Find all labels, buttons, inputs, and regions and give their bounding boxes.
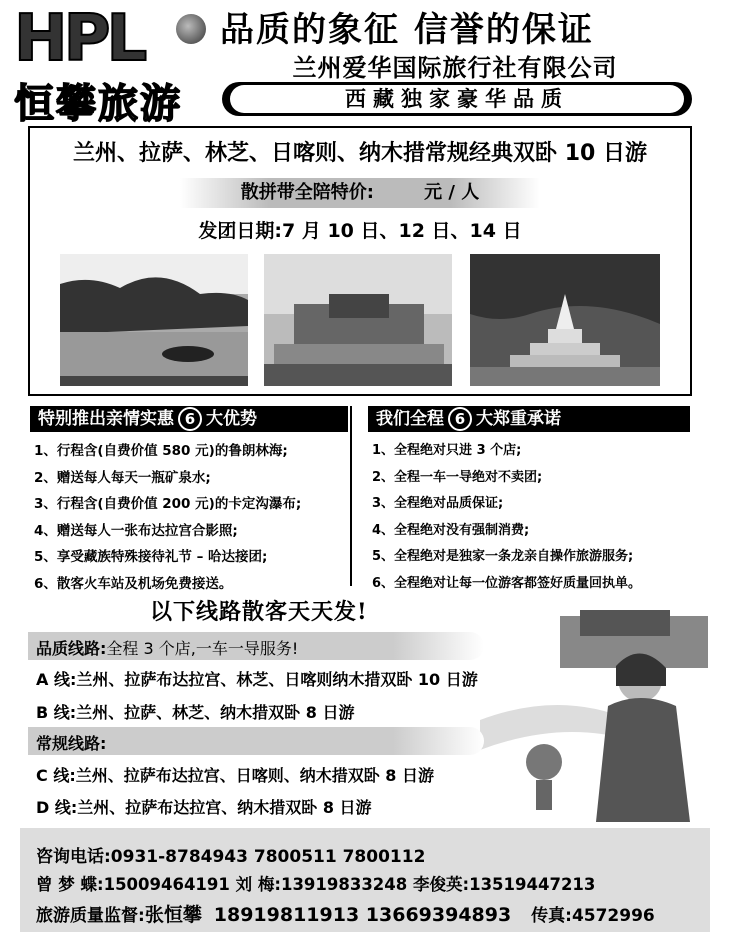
promises-list — [372, 438, 722, 597]
advantages-title-suffix: 大优势 — [206, 409, 257, 429]
tour-box — [28, 126, 692, 396]
logo-chinese-name: 恒攀旅游 — [14, 81, 182, 127]
promises-header — [368, 406, 690, 432]
price-bar: 散拼带全陪特价: 元 / 人 — [180, 178, 540, 208]
supervisor-name: 张恒攀 — [144, 904, 202, 926]
tibetan-woman-photo — [480, 610, 708, 822]
company-name: 兰州爱华国际旅行社有限公司 — [292, 54, 618, 82]
tagline: 西藏独家豪华品质 — [230, 85, 684, 113]
list-item: 4、赠送每人一张布达拉宫合影照; — [34, 522, 238, 539]
route-line-b: B 线:兰州、拉萨、林芝、纳木措双卧 8 日游 — [36, 703, 355, 722]
promises-title: 我们全程 — [376, 409, 444, 429]
advantages-header — [30, 406, 348, 432]
regular-route-label: 常规线路: — [36, 734, 107, 753]
list-item: 6、散客火车站及机场免费接送。 — [34, 575, 233, 592]
quality-supervision — [36, 900, 655, 927]
quality-route-heading — [36, 636, 298, 659]
list-item: 5、全程绝对是独家一条龙亲自操作旅游服务; — [372, 549, 634, 564]
logo-text: HPL — [14, 2, 144, 76]
logo-circle-icon — [176, 14, 206, 44]
list-item: 3、行程含(自费价值 200 元)的卡定沟瀑布; — [34, 496, 302, 512]
route-line-a: A 线:兰州、拉萨布达拉宫、林芝、日喀则纳木措双卧 10 日游 — [36, 670, 478, 689]
divider — [350, 406, 352, 586]
potala-palace-photo — [264, 254, 452, 386]
promises-title-suffix: 大郑重承诺 — [476, 409, 561, 429]
quality-route-label: 品质线路: — [36, 639, 107, 658]
advantages-number: 6 — [178, 407, 202, 431]
company-logo — [8, 2, 208, 127]
promises-number: 6 — [448, 407, 472, 431]
list-item: 2、全程一车一导绝对不卖团; — [372, 469, 543, 485]
list-item: 4、全程绝对没有强制消费; — [372, 522, 530, 538]
supervisor-phones: 18919811913 13669394893 — [213, 904, 512, 926]
tour-title: 兰州、拉萨、林芝、日喀则、纳木措常规经典双卧 10 日游 — [73, 141, 647, 166]
list-item: 1、全程绝对只进 3 个店; — [372, 443, 522, 458]
list-item: 1、行程含(自费价值 580 元)的鲁朗林海; — [34, 443, 288, 459]
fax-number: 传真:4572996 — [531, 906, 655, 926]
departure-dates: 发团日期:7 月 10 日、12 日、14 日 — [198, 220, 522, 242]
advantages-title: 特别推出亲情实惠 — [38, 409, 174, 429]
list-item: 5、享受藏族特殊接待礼节 – 哈达接团; — [34, 549, 268, 565]
list-item: 2、赠送每人每天一瓶矿泉水; — [34, 469, 211, 486]
stupa-photo — [470, 254, 660, 386]
route-line-d: D 线:兰州、拉萨布达拉宫、纳木措双卧 8 日游 — [36, 798, 372, 817]
list-item: 3、全程绝对品质保证; — [372, 496, 504, 511]
advantages-list — [34, 438, 348, 597]
slogan: 品质的象征 信誉的保证 — [220, 10, 594, 50]
supervisor-label: 旅游质量监督: — [36, 906, 145, 926]
daily-departure-headline: 以下线路散客天天发! — [150, 599, 368, 625]
staff-phones: 曾 梦 蝶:15009464191 刘 梅:13919833248 李俊英:13519447213 — [36, 875, 596, 894]
route-line-c: C 线:兰州、拉萨布达拉宫、日喀则、纳木措双卧 8 日游 — [36, 766, 434, 785]
consult-phones: 咨询电话:0931-8784943 7800511 7800112 — [36, 847, 426, 867]
tagline-bar — [222, 82, 692, 116]
quality-route-description: 全程 3 个店,一车一导服务! — [106, 639, 299, 658]
list-item: 6、全程绝对让每一位游客都签好质量回执单。 — [372, 575, 642, 591]
lake-photo — [60, 254, 248, 386]
